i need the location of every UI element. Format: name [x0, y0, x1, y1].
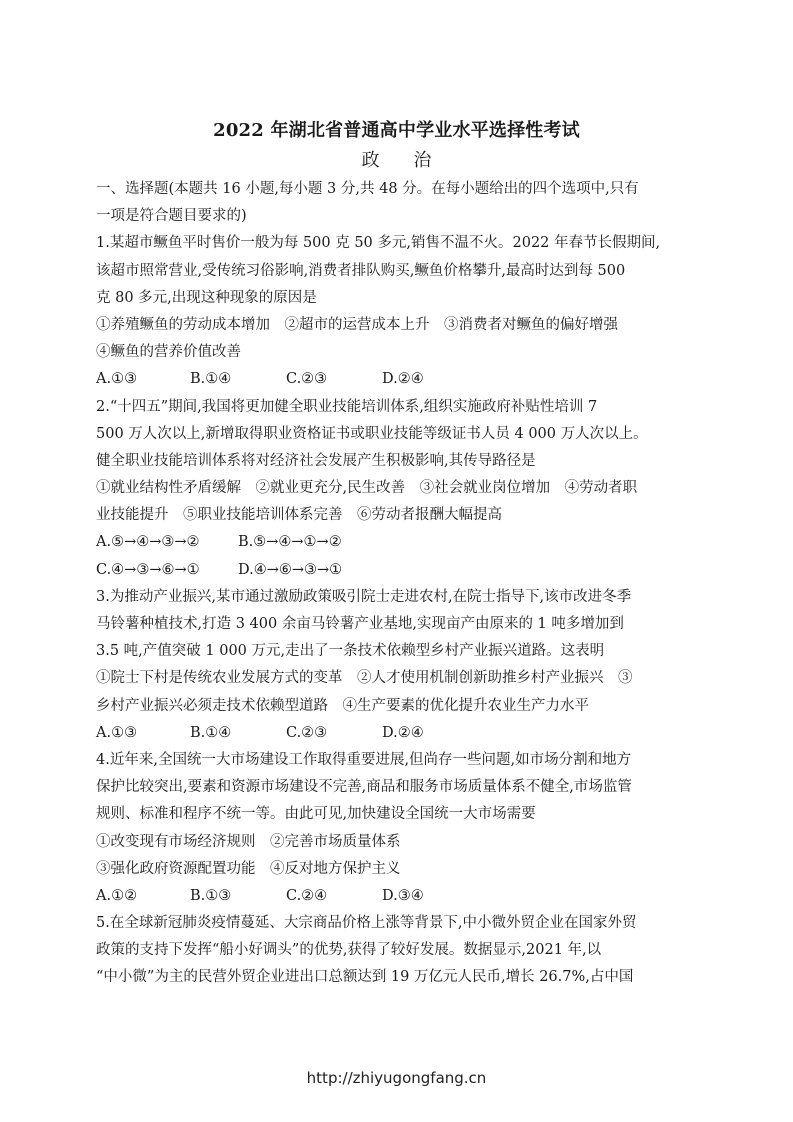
question-stem-line: 3.5 吨,产值突破 1 000 万元,走出了一条技术依赖型乡村产业振兴道路。这表明	[96, 643, 605, 660]
option-a: A.①②	[96, 887, 138, 904]
section-instruction-line: 一项是符合题目要求的)	[96, 208, 247, 225]
question-stem-line: 2.“十四五”期间,我国将更加健全职业技能培训体系,组织实施政府补贴性培训 7	[96, 398, 598, 415]
question-stem-line: 4.近年来,全国统一大市场建设工作取得重要进展,但尚存一些问题,如市场分割和地方	[96, 751, 632, 768]
answer-options	[96, 529, 706, 556]
question-statement-line: ①院士下村是传统农业发展方式的变革 ②人才使用机制创新助推乡村产业振兴 ③	[96, 670, 633, 687]
question-statement-line: 乡村产业振兴必须走技术依赖型道路 ④生产要素的优化提升农业生产力水平	[96, 697, 589, 714]
exam-body	[96, 176, 706, 992]
question-statement-line: ④鳜鱼的营养价值改善	[96, 344, 241, 361]
option-b: B.①④	[190, 724, 232, 741]
subject-heading: 政 治	[361, 150, 446, 171]
answer-options	[96, 366, 706, 393]
question-stem-line: 保护比较突出,要素和资源市场建设不完善,商品和服务市场质量体系不健全,市场监管	[96, 779, 632, 796]
question-stem-line: 500 万人次以上,新增取得职业资格证书或职业技能等级证书人员 4 000 万人次以上。	[96, 425, 648, 442]
option-d: D.②④	[382, 724, 424, 741]
question-statement-line: ①养殖鳜鱼的劳动成本增加 ②超市的运营成本上升 ③消费者对鳜鱼的偏好增强	[96, 316, 618, 333]
question-stem-line: “中小微”为主的民营外贸企业进出口总额达到 19 万亿元人民币,增长 26.7%,占中国	[96, 969, 634, 986]
question-stem-line: 马铃薯种植技术,打造 3 400 余亩马铃薯产业基地,实现亩产由原来的 1 吨多增加到	[96, 616, 624, 632]
option-c: C.④→③→⑥→①	[96, 561, 200, 578]
option-c: C.②③	[286, 724, 328, 741]
question-statement-line: ③强化政府资源配置功能 ④反对地方保护主义	[96, 860, 401, 877]
question-stem-line: 1.某超市鳜鱼平时售价一般为每 500 克 50 多元,销售不温不火。2022 年春节长假期间,	[96, 235, 661, 252]
question-stem-line: 政策的支持下发挥“船小好调头”的优势,获得了较好发展。数据显示,2021 年,以	[96, 942, 602, 959]
answer-options	[96, 720, 706, 747]
section-instruction-line: 一、选择题(本题共 16 小题,每小题 3 分,共 48 分。在每小题给出的四个选项中,只有	[96, 181, 639, 197]
question-stem-line: 该超市照常营业,受传统习俗影响,消费者排队购买,鳜鱼价格攀升,最高时达到每 500	[96, 262, 626, 279]
option-d: D.④→⑥→③→①	[238, 561, 343, 578]
question-statement-line: ①就业结构性矛盾缓解 ②就业更充分,民生改善 ③社会就业岗位增加 ④劳动者职	[96, 480, 638, 497]
option-d: D.②④	[382, 371, 424, 388]
option-d: D.③④	[382, 887, 424, 904]
option-a: A.①③	[96, 724, 138, 741]
footer-url: http://zhiyugongfang.cn	[306, 1069, 487, 1087]
option-c: C.②④	[286, 887, 328, 904]
question-stem-line: 健全职业技能培训体系将对经济社会发展产生积极影响,其传导路径是	[96, 452, 536, 469]
option-b: B.①④	[190, 371, 232, 388]
question-statement-line: ①改变现有市场经济规则 ②完善市场质量体系	[96, 833, 401, 850]
question-stem-line: 3.为推动产业振兴,某市通过激励政策吸引院士走进农村,在院士指导下,该市改进冬季	[96, 588, 632, 605]
answer-options	[96, 883, 706, 910]
option-a: A.①③	[96, 371, 138, 388]
page-title: 2022 年湖北省普通高中学业水平选择性考试	[213, 120, 580, 141]
answer-options	[96, 557, 706, 584]
option-a: A.⑤→④→③→②	[96, 534, 200, 551]
option-b: B.①③	[190, 887, 232, 904]
question-stem-line: 规则、标准和程序不统一等。由此可见,加快建设全国统一大市场需要	[96, 806, 536, 823]
option-c: C.②③	[286, 371, 328, 388]
question-stem-line: 克 80 多元,出现这种现象的原因是	[96, 289, 317, 306]
question-stem-line: 5.在全球新冠肺炎疫情蔓延、大宗商品价格上涨等背景下,中小微外贸企业在国家外贸	[96, 915, 637, 932]
option-b: B.⑤→④→①→②	[238, 534, 342, 551]
question-statement-line: 业技能提升 ⑤职业技能培训体系完善 ⑥劳动者报酬大幅提高	[96, 507, 502, 524]
